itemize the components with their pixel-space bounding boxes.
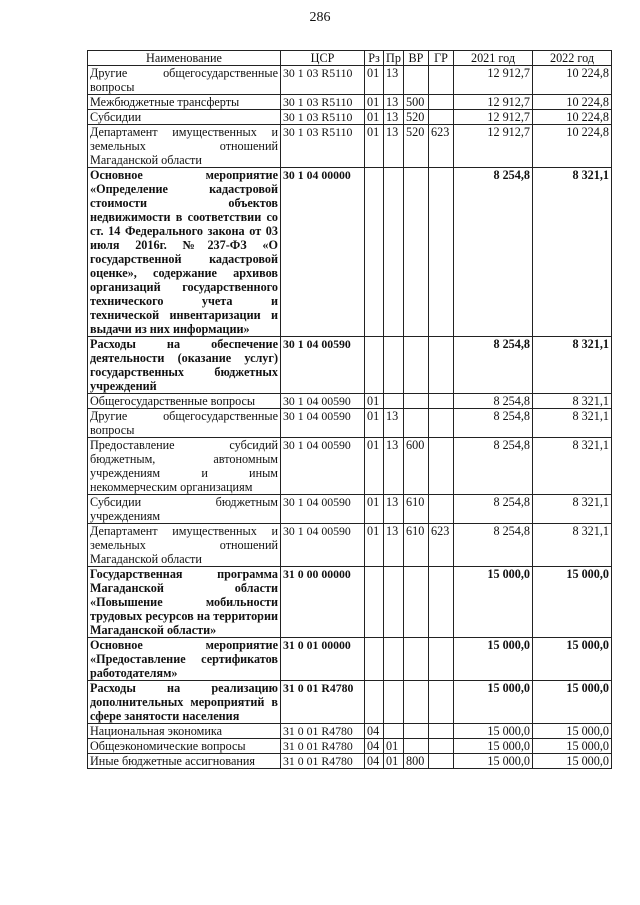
row-gr	[429, 95, 454, 110]
row-csr: 31 0 00 00000	[281, 567, 365, 638]
row-rz: 04	[365, 739, 384, 754]
row-rz: 01	[365, 110, 384, 125]
table-row	[88, 409, 612, 438]
row-rz	[365, 168, 384, 337]
row-name: Общеэкономические вопросы	[88, 739, 281, 754]
row-rz	[365, 567, 384, 638]
table-row	[88, 168, 612, 337]
row-amount-2021: 12 912,7	[454, 66, 533, 95]
column-header-pr: Пр	[384, 51, 404, 66]
row-pr: 01	[384, 739, 404, 754]
row-gr	[429, 638, 454, 681]
row-gr	[429, 66, 454, 95]
row-amount-2022: 8 321,1	[533, 394, 612, 409]
row-amount-2021: 12 912,7	[454, 125, 533, 168]
row-pr: 13	[384, 524, 404, 567]
row-amount-2021: 8 254,8	[454, 495, 533, 524]
row-rz: 01	[365, 409, 384, 438]
column-header-gr: ГР	[429, 51, 454, 66]
row-rz: 04	[365, 724, 384, 739]
budget-table	[87, 50, 612, 769]
row-amount-2021: 8 254,8	[454, 409, 533, 438]
row-name: Межбюджетные трансферты	[88, 95, 281, 110]
row-gr	[429, 168, 454, 337]
row-vr	[404, 409, 429, 438]
row-gr	[429, 110, 454, 125]
row-vr	[404, 567, 429, 638]
row-csr: 31 0 01 R4780	[281, 681, 365, 724]
row-pr	[384, 724, 404, 739]
row-vr	[404, 739, 429, 754]
row-name: Расходы на обеспечение деятельности (оказание услуг) государственных бюджетных учреждений	[88, 337, 281, 394]
row-csr: 31 0 01 R4780	[281, 754, 365, 769]
page-number: 286	[309, 10, 331, 25]
row-pr	[384, 681, 404, 724]
row-csr: 30 1 04 00590	[281, 495, 365, 524]
row-rz: 01	[365, 95, 384, 110]
row-pr	[384, 168, 404, 337]
row-vr	[404, 337, 429, 394]
row-pr	[384, 638, 404, 681]
row-name: Расходы на реализацию дополнительных мероприятий в сфере занятости населения	[88, 681, 281, 724]
row-gr	[429, 438, 454, 495]
row-amount-2022: 8 321,1	[533, 438, 612, 495]
table-row	[88, 438, 612, 495]
column-header-vr: ВР	[404, 51, 429, 66]
row-amount-2022: 15 000,0	[533, 754, 612, 769]
row-gr	[429, 394, 454, 409]
row-amount-2021: 12 912,7	[454, 95, 533, 110]
row-csr: 30 1 04 00590	[281, 524, 365, 567]
row-gr	[429, 567, 454, 638]
row-name: Государственная программа Магаданской области «Повышение мобильности трудовых ресурсов на территории Магаданской области»	[88, 567, 281, 638]
row-csr: 30 1 03 R5110	[281, 110, 365, 125]
row-gr	[429, 495, 454, 524]
table-row	[88, 110, 612, 125]
row-amount-2022: 8 321,1	[533, 168, 612, 337]
row-amount-2021: 15 000,0	[454, 681, 533, 724]
row-amount-2021: 8 254,8	[454, 438, 533, 495]
row-pr	[384, 394, 404, 409]
row-vr: 600	[404, 438, 429, 495]
row-pr: 13	[384, 438, 404, 495]
row-pr: 13	[384, 66, 404, 95]
row-vr: 520	[404, 110, 429, 125]
row-amount-2022: 10 224,8	[533, 125, 612, 168]
column-header-csr: ЦСР	[281, 51, 365, 66]
row-rz: 01	[365, 495, 384, 524]
row-name: Департамент имущественных и земельных отношений Магаданской области	[88, 125, 281, 168]
row-amount-2021: 8 254,8	[454, 337, 533, 394]
row-gr	[429, 724, 454, 739]
row-amount-2022: 10 224,8	[533, 66, 612, 95]
column-header-2022: 2022 год	[533, 51, 612, 66]
table-row	[88, 681, 612, 724]
table-row	[88, 66, 612, 95]
row-amount-2022: 15 000,0	[533, 724, 612, 739]
row-amount-2022: 8 321,1	[533, 524, 612, 567]
row-amount-2022: 10 224,8	[533, 110, 612, 125]
table-body	[88, 66, 612, 769]
table-row	[88, 95, 612, 110]
row-amount-2022: 8 321,1	[533, 495, 612, 524]
row-gr	[429, 739, 454, 754]
row-gr: 623	[429, 524, 454, 567]
row-rz	[365, 638, 384, 681]
table-row	[88, 754, 612, 769]
table-row	[88, 337, 612, 394]
row-rz	[365, 337, 384, 394]
row-vr: 520	[404, 125, 429, 168]
row-rz: 04	[365, 754, 384, 769]
row-pr	[384, 567, 404, 638]
row-csr: 31 0 01 00000	[281, 638, 365, 681]
table-row	[88, 524, 612, 567]
row-vr	[404, 394, 429, 409]
row-vr	[404, 724, 429, 739]
row-csr: 31 0 01 R4780	[281, 739, 365, 754]
row-name: Основное мероприятие «Предоставление сертификатов работодателям»	[88, 638, 281, 681]
row-csr: 30 1 03 R5110	[281, 125, 365, 168]
row-gr: 623	[429, 125, 454, 168]
row-csr: 30 1 03 R5110	[281, 66, 365, 95]
row-name: Субсидии бюджетным учреждениям	[88, 495, 281, 524]
table-row	[88, 125, 612, 168]
row-amount-2021: 15 000,0	[454, 754, 533, 769]
row-rz: 01	[365, 125, 384, 168]
row-name: Предоставление субсидий бюджетным, автономным учреждениям и иным некоммерческим организациям	[88, 438, 281, 495]
row-gr	[429, 754, 454, 769]
row-amount-2021: 15 000,0	[454, 724, 533, 739]
row-name: Субсидии	[88, 110, 281, 125]
row-name: Общегосударственные вопросы	[88, 394, 281, 409]
row-amount-2021: 8 254,8	[454, 394, 533, 409]
row-pr	[384, 337, 404, 394]
row-vr: 610	[404, 524, 429, 567]
row-amount-2021: 15 000,0	[454, 739, 533, 754]
row-gr	[429, 337, 454, 394]
row-pr: 01	[384, 754, 404, 769]
row-amount-2021: 8 254,8	[454, 168, 533, 337]
table-row	[88, 567, 612, 638]
table-row	[88, 724, 612, 739]
row-amount-2022: 8 321,1	[533, 409, 612, 438]
row-vr	[404, 681, 429, 724]
row-name: Другие общегосударственные вопросы	[88, 409, 281, 438]
row-rz: 01	[365, 438, 384, 495]
row-csr: 30 1 04 00590	[281, 409, 365, 438]
row-pr: 13	[384, 125, 404, 168]
row-rz: 01	[365, 394, 384, 409]
table-row	[88, 394, 612, 409]
row-vr: 800	[404, 754, 429, 769]
table-row	[88, 495, 612, 524]
row-csr: 30 1 04 00590	[281, 438, 365, 495]
row-name: Основное мероприятие «Определение кадастровой стоимости объектов недвижимости в соответствии со ст. 14 Федерального закона от 03 июля 2016г. №237-ФЗ «О государственной кадастровой оценке», содержание архивов организаций государственного технического учета и технической инвентаризации и выдачи из них информации»	[88, 168, 281, 337]
row-amount-2021: 15 000,0	[454, 638, 533, 681]
row-name: Национальная экономика	[88, 724, 281, 739]
row-amount-2022: 15 000,0	[533, 681, 612, 724]
row-csr: 30 1 03 R5110	[281, 95, 365, 110]
table-header-row	[88, 51, 612, 66]
column-header-2021: 2021 год	[454, 51, 533, 66]
row-amount-2022: 15 000,0	[533, 638, 612, 681]
row-amount-2022: 15 000,0	[533, 739, 612, 754]
row-gr	[429, 409, 454, 438]
row-amount-2021: 8 254,8	[454, 524, 533, 567]
table-row	[88, 638, 612, 681]
column-header-name: Наименование	[88, 51, 281, 66]
row-vr	[404, 66, 429, 95]
row-csr: 31 0 01 R4780	[281, 724, 365, 739]
row-rz: 01	[365, 66, 384, 95]
row-csr: 30 1 04 00590	[281, 394, 365, 409]
row-amount-2022: 10 224,8	[533, 95, 612, 110]
row-pr: 13	[384, 95, 404, 110]
row-amount-2022: 15 000,0	[533, 567, 612, 638]
row-csr: 30 1 04 00000	[281, 168, 365, 337]
row-csr: 30 1 04 00590	[281, 337, 365, 394]
row-amount-2021: 12 912,7	[454, 110, 533, 125]
row-name: Иные бюджетные ассигнования	[88, 754, 281, 769]
row-pr: 13	[384, 409, 404, 438]
row-rz: 01	[365, 524, 384, 567]
row-gr	[429, 681, 454, 724]
row-vr	[404, 168, 429, 337]
row-vr	[404, 638, 429, 681]
row-name: Другие общегосударственные вопросы	[88, 66, 281, 95]
row-pr: 13	[384, 110, 404, 125]
row-amount-2022: 8 321,1	[533, 337, 612, 394]
row-vr: 610	[404, 495, 429, 524]
row-vr: 500	[404, 95, 429, 110]
row-amount-2021: 15 000,0	[454, 567, 533, 638]
column-header-rz: Рз	[365, 51, 384, 66]
row-rz	[365, 681, 384, 724]
row-name: Департамент имущественных и земельных отношений Магаданской области	[88, 524, 281, 567]
table-row	[88, 739, 612, 754]
row-pr: 13	[384, 495, 404, 524]
